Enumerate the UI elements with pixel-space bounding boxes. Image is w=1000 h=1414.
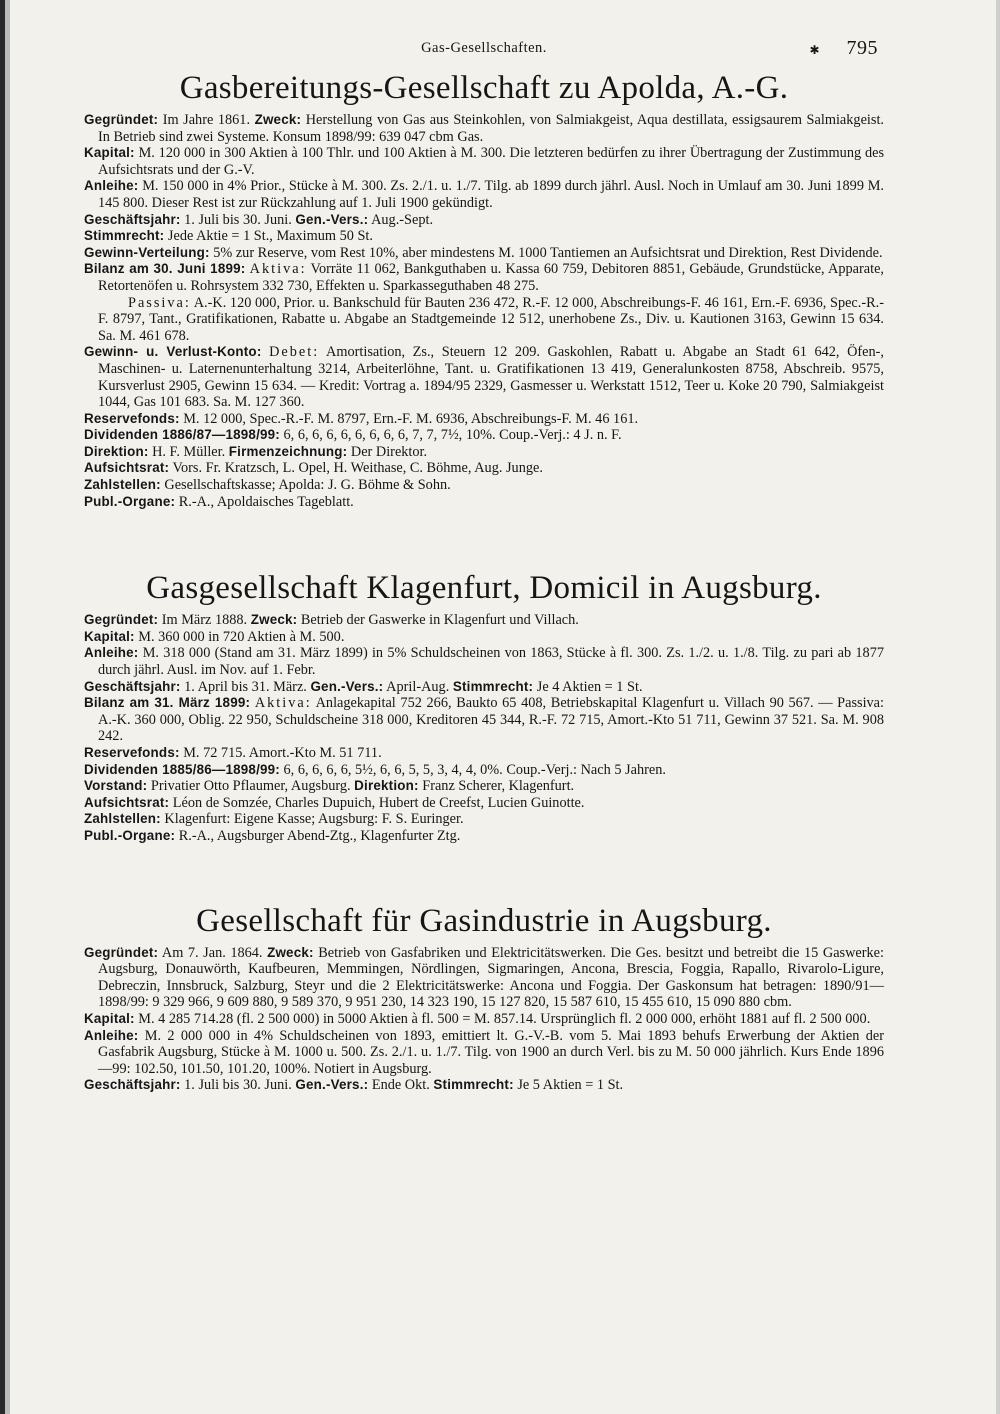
entry-gewinn-verlust-konto: Gewinn- u. Verlust-Konto: Debet: Amortisation, Zs., Steuern 12 209. Gaskohlen, Rabatt u. Abgabe an Stadt 61 642, Öfen-, Maschinen- u. Laternenunterhaltung 3214, Arbeiterlöhne, Tant. u. Gratifikationen 13 419, Generalunkosten 8758, Abschreib. 9575, Kursverlust 2905, Gewinn 15 634. — Kredit: Vortrag a. 1894/95 2329, Gasmesser u. Werkstatt 1512, Teer u. Koke 20 790, Salmiakgeist 1044, Gas 101 683. Sa. M. 127 360. <box>84 344 884 411</box>
entry-gegruendet: Gegründet: Im März 1888. Zweck: Betrieb der Gaswerke in Klagenfurt und Villach. <box>84 612 579 629</box>
page-number: 795 <box>846 37 878 59</box>
entry-kapital: Kapital: M. 120 000 in 300 Aktien à 100 Thlr. und 100 Aktien à M. 300. Die letzteren bedürfen zu ihrer Übertragung der Zustimmung des Aufsichtsrats und der G.-V. <box>84 145 885 178</box>
running-title: Gas-Gesellschaften. <box>421 40 547 56</box>
company-title: Gesellschaft für Gasindustrie in Augsburg. <box>196 902 772 939</box>
entry-zahlstellen: Zahlstellen: Klagenfurt: Eigene Kasse; Augsburg: F. S. Euringer. <box>84 811 464 828</box>
entry-direktion: Direktion: H. F. Müller. Firmenzeichnung: Der Direktor. <box>84 443 428 460</box>
entry-bilanz-aktiva: Bilanz am 30. Juni 1899: Aktiva: Vorräte 11 062, Bankguthaben u. Kassa 60 759, Debitoren 8851, Gebäude, Grundstücke, Apparate, Retortenöfen u. Rohrsystem 332 730, Effekten u. Sparkasseguthaben 48 275. <box>84 261 885 294</box>
star-mark-icon: ✱ <box>809 43 820 57</box>
company-klagenfurt <box>84 568 884 844</box>
scan-right-edge <box>996 0 1000 1414</box>
entry-kapital: Kapital: M. 4 285 714.28 (fl. 2 500 000) in 5000 Aktien à fl. 500 = M. 857.14. Ursprünglich fl. 2 000 000, erhöht 1881 auf fl. 2 500 000. <box>84 1010 871 1027</box>
section-spacer <box>84 510 884 568</box>
document-page <box>84 37 885 1094</box>
company-gasindustrie-augsburg <box>84 901 884 1094</box>
entry-anleihe: Anleihe: M. 2 000 000 in 4% Schuldscheinen von 1893, emittiert lt. G.-V.-B. vom 5. Mai 1893 behufs Erwerbung der Aktien der Gasfabrik Augsburg, Stücke à M. 1000 u. 500. Zs. 2./1. u. 1./7. Tilg. von 1900 an durch Verl. bis zu M. 50 000 jährlich. Kurs Ende 1896—99: 102.50, 101.50, 101.20, 100%. Notiert in Augsburg. <box>84 1027 884 1077</box>
entry-zahlstellen: Zahlstellen: Gesellschaftskasse; Apolda: J. G. Böhme & Sohn. <box>84 477 451 494</box>
entry-anleihe: Anleihe: M. 318 000 (Stand am 31. März 1899) in 5% Schuldscheinen von 1863, Stücke à fl. 300. Zs. 1./2. u. 1./8. Tilg. zu pari ab 1877 durch jährl. Ausl. im Nov. auf 1. Febr. <box>84 645 885 679</box>
entry-bilanz-passiva: Passiva: A.-K. 120 000, Prior. u. Bankschuld für Bauten 236 472, R.-F. 12 000, Abschreibungs-F. 46 161, Ern.-F. 6936, Spec.-R.-F. 8797, Tant., Gratifikationen, Rabatte u. Abgabe an Stadtgemeinde 12 512, unerhobene Zs., Div. u. Kautionen 3163, Gewinn 15 634. Sa. M. 461 678. <box>98 294 884 344</box>
entry-geschaeftsjahr: Geschäftsjahr: 1. Juli bis 30. Juni. Gen.-Vers.: Aug.-Sept. <box>84 211 434 228</box>
entry-vorstand: Vorstand: Privatier Otto Pflaumer, Augsburg. Direktion: Franz Scherer, Klagenfurt. <box>84 778 575 795</box>
entry-publ-organe: Publ.-Organe: R.-A., Augsburger Abend-Ztg., Klagenfurter Ztg. <box>84 827 461 844</box>
entry-gegruendet: Gegründet: Am 7. Jan. 1864. Zweck: Betrieb von Gasfabriken und Elektricitätswerken. Die Ges. besitzt und betreibt die 15 Gaswerke: Augsburg, Donauwörth, Kaufbeuren, Memmingen, Nördlingen, Sigmaringen, Ancona, Brescia, Foggia, Rapallo, Rivarolo-Ligure, Debreczin, Innsbruck, Salzburg, Steyr und die 2 Elektricitätswerke: Ancona und Foggia. Der Gaskonsum hat betragen: 1890/91—1898/99: 9 329 966, 9 609 880, 9 589 370, 9 951 230, 14 323 190, 15 127 820, 15 587 610, 15 455 610, 15 090 880 cbm. <box>84 944 884 1011</box>
entry-geschaeftsjahr: Geschäftsjahr: 1. Juli bis 30. Juni. Gen.-Vers.: Ende Okt. Stimmrecht: Je 5 Aktien = 1 St. <box>84 1077 624 1094</box>
entry-gegruendet: Gegründet: Im Jahre 1861. Zweck: Herstellung von Gas aus Steinkohlen, von Salmiakgeist, Aqua destillata, essigsaurem Salmiakgeist. In Betrieb sind zwei Systeme. Konsum 1898/99: 639 047 cbm Gas. <box>84 112 884 145</box>
entry-geschaeftsjahr: Geschäftsjahr: 1. April bis 31. März. Gen.-Vers.: April-Aug. Stimmrecht: Je 4 Aktien = 1 St. <box>84 678 643 695</box>
company-title: Gasbereitungs-Gesellschaft zu Apolda, A.-G. <box>179 70 789 106</box>
entry-anleihe: Anleihe: M. 150 000 in 4% Prior., Stücke à M. 300. Zs. 2./1. u. 1./7. Tilg. ab 1899 durch jährl. Ausl. Noch in Umlauf am 30. Juni 1899 M. 145 800. Dieser Rest ist zur Rückzahlung auf 1. Juli 1900 gekündigt. <box>84 178 885 211</box>
company-apolda <box>84 68 884 510</box>
entry-dividenden: Dividenden 1885/86—1898/99: 6, 6, 6, 6, 6, 5½, 6, 6, 5, 5, 3, 4, 4, 0%. Coup.-Verj.: Nach 5 Jahren. <box>84 761 666 778</box>
entry-publ-organe: Publ.-Organe: R.-A., Apoldaisches Tageblatt. <box>84 493 354 510</box>
running-header <box>84 37 884 68</box>
entry-aufsichtsrat: Aufsichtsrat: Vors. Fr. Kratzsch, L. Opel, H. Weithase, C. Böhme, Aug. Junge. <box>84 460 543 477</box>
entry-kapital: Kapital: M. 360 000 in 720 Aktien à M. 500. <box>84 628 345 645</box>
entry-reservefonds: Reservefonds: M. 12 000, Spec.-R.-F. M. 8797, Ern.-F. M. 6936, Abschreibungs-F. M. 46 161. <box>84 410 639 427</box>
entry-reservefonds: Reservefonds: M. 72 715. Amort.-Kto M. 51 711. <box>84 745 382 761</box>
entry-aufsichtsrat: Aufsichtsrat: Léon de Somzée, Charles Dupuich, Hubert de Creefst, Lucien Guinotte. <box>84 794 585 811</box>
section-spacer <box>84 845 884 901</box>
company-title: Gasgesellschaft Klagenfurt, Domicil in Augsburg. <box>146 570 822 607</box>
entry-dividenden: Dividenden 1886/87—1898/99: 6, 6, 6, 6, 6, 6, 6, 6, 6, 7, 7, 7½, 10%. Coup.-Verj.: 4 J. n. F. <box>84 427 622 444</box>
scan-binding-edge <box>0 0 10 1414</box>
entry-bilanz: Bilanz am 31. März 1899: Aktiva: Anlagekapital 752 266, Baukto 65 408, Betriebskapital Klagenfurt u. Villach 90 567. — Passiva: A.-K. 360 000, Oblig. 22 950, Schuldscheine 318 000, Kreditoren 45 344, R.-F. 72 715, Amort.-Kto 51 711, Gewinn 37 521. Sa. M. 908 242. <box>84 695 885 745</box>
entry-gewinn-verteilung: Gewinn-Verteilung: 5% zur Reserve, vom Rest 10%, aber mindestens M. 1000 Tantiemen an Aufsichtsrat und Direktion, Rest Dividende. <box>84 244 883 261</box>
entry-stimmrecht: Stimmrecht: Jede Aktie = 1 St., Maximum 50 St. <box>84 228 373 245</box>
